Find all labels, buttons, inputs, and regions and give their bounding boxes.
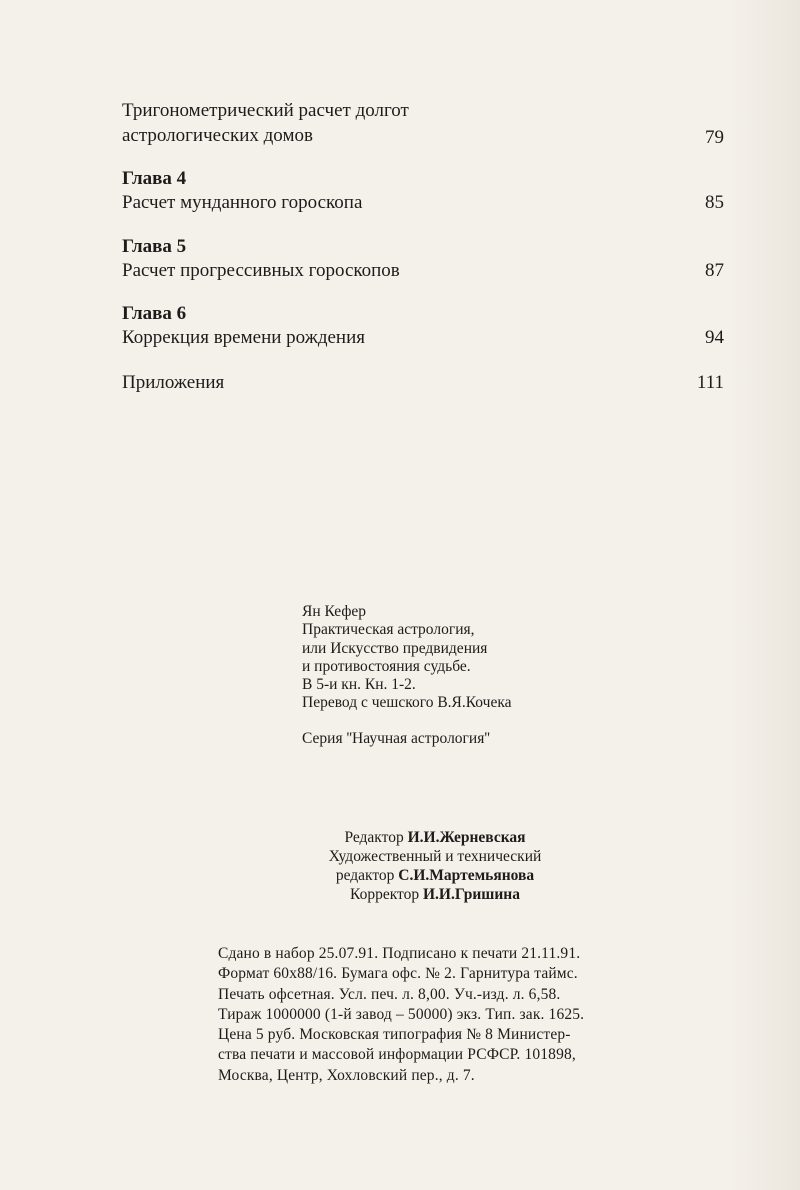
imprint-line: Москва, Центр, Хохловский пер., д. 7. [218,1066,475,1084]
editorial-credits [300,828,570,904]
toc-page-number: 94 [705,327,724,348]
toc-entry [122,98,724,150]
toc-entry-title-line: астрологических домов [122,125,313,146]
colophon-line: или Искусство предвидения [302,639,488,657]
toc-entry [122,302,724,350]
colophon-line: Практическая астрология, [302,621,475,639]
credit-label: Редактор [344,829,404,846]
credit-art-tech-editor [300,866,570,885]
toc-entry-title-line: Коррекция времени рождения [122,327,365,348]
table-of-contents [122,98,724,395]
toc-page-number: 87 [705,260,724,281]
imprint-line: Тираж 1000000 (1-й завод – 50000) экз. Тип. зак. 1625. [218,1005,585,1023]
imprint-line: Цена 5 руб. Московская типография № 8 Министер- [218,1026,571,1044]
page-edge-shadow [730,0,800,1190]
toc-entry [122,167,724,215]
toc-entry [122,370,724,395]
credit-proofreader [300,885,570,904]
toc-page-number: 85 [705,192,724,213]
toc-page-number: 79 [705,127,724,148]
credit-label: редактор [335,867,395,884]
toc-entry-title-line: Тригонометрический расчет долгот [122,100,409,121]
toc-entry-title-line: Расчет прогрессивных гороскопов [122,260,400,281]
toc-entry-title-line: Приложения [122,372,225,393]
colophon-author: Ян Кефер [302,603,366,620]
credit-name: С.И.Мартемьянова [398,867,535,884]
toc-entry-title-line: Расчет мунданного гороскопа [122,192,363,213]
toc-chapter-label: Глава 4 [122,168,187,189]
credit-editor [300,828,570,847]
colophon-series: Серия ''Научная астрология'' [302,729,490,747]
toc-chapter-label: Глава 5 [122,236,187,257]
colophon-line: В 5-и кн. Кн. 1-2. [302,676,416,694]
credit-label: Корректор [350,886,420,903]
toc-entry [122,235,724,283]
imprint-line: Сдано в набор 25.07.91. Подписано к печати 21.11.91. [218,945,581,962]
publication-imprint [218,944,658,1086]
imprint-line: Печать офсетная. Усл. печ. л. 8,00. Уч.-изд. л. 6,58. [218,985,561,1003]
imprint-line: Формат 60x88/16. Бумага офс. № 2. Гарнитура таймс. [218,965,578,983]
credit-line: Художественный и технический [328,848,542,865]
toc-chapter-label: Глава 6 [122,303,187,324]
toc-page-number: 111 [696,372,724,393]
credit-name: И.И.Жерневская [407,829,526,846]
colophon-line: и противостояния судьбе. [302,657,471,675]
credit-name: И.И.Гришина [422,886,520,903]
colophon-line: Перевод с чешского В.Я.Кочека [302,694,512,712]
imprint-line: ства печати и массовой информации РСФСР. 101898, [218,1046,576,1064]
book-colophon [302,603,642,748]
